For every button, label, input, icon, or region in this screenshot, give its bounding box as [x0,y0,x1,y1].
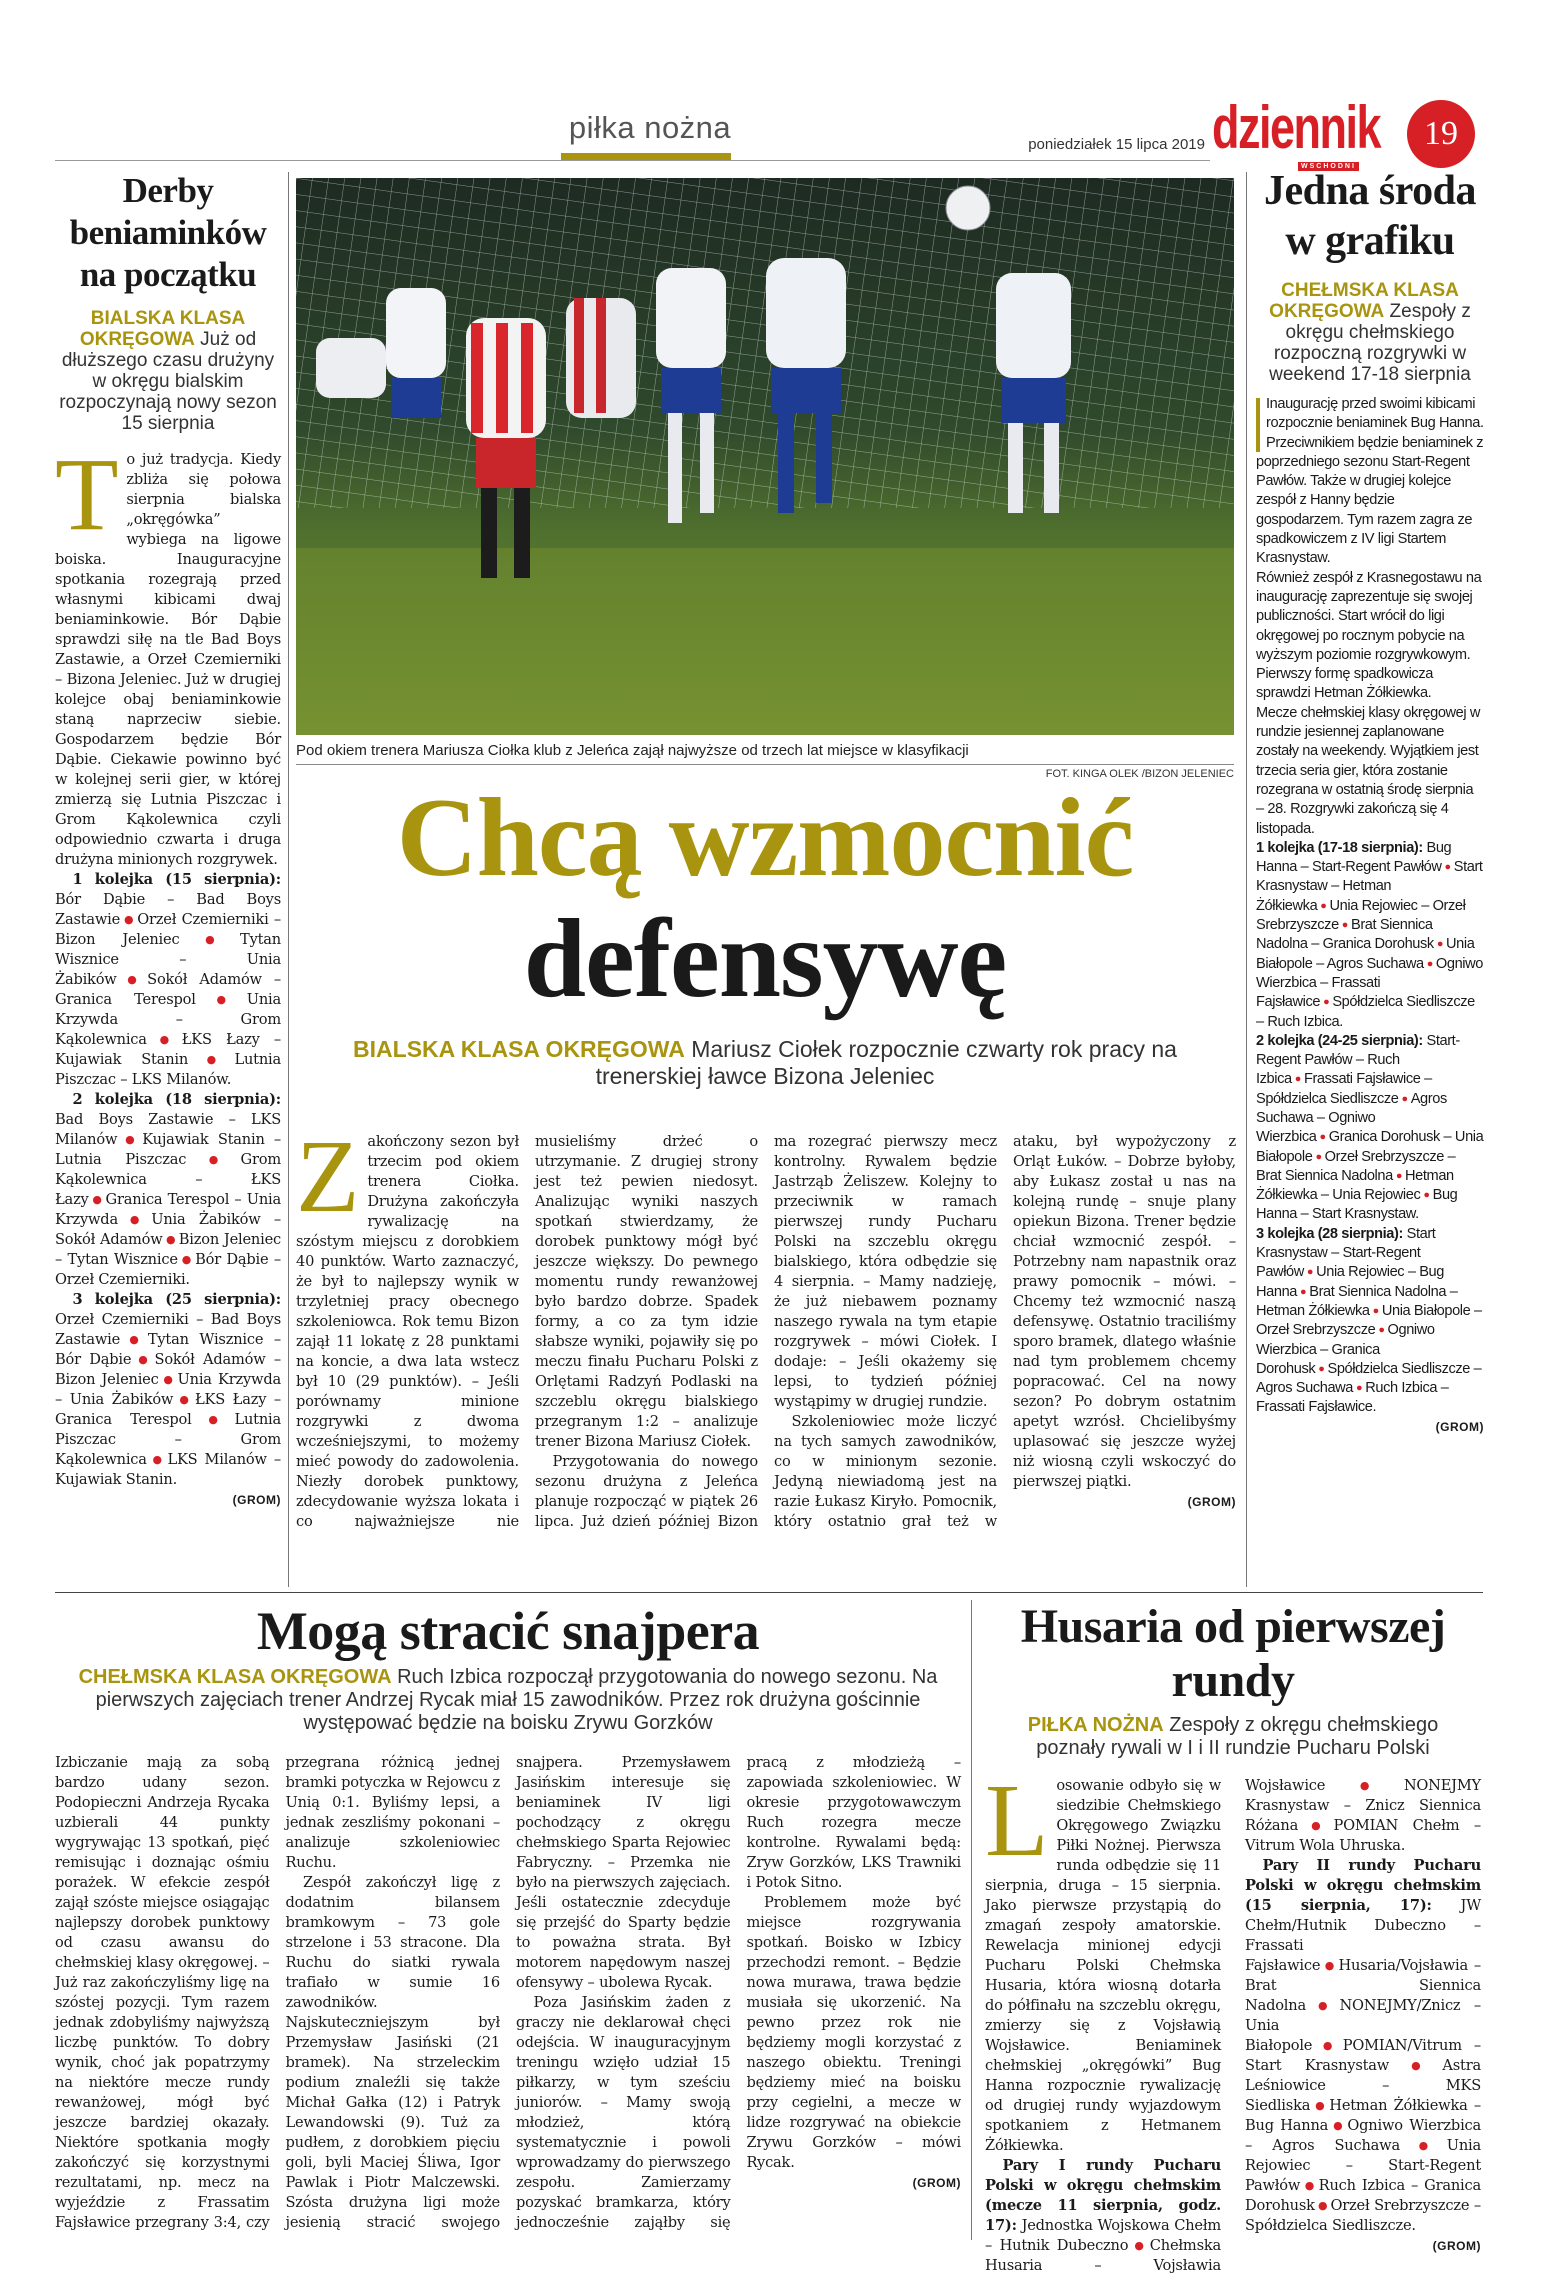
paragraph-text: Zespół zakończył ligę z dodatnim bilansem bramkowym – 73 gole strzelone i 53 stracone. Dla Ruchu do siatki rywala trafiało w sumie 16 zawodników. Najskuteczniejszym był Przemysław Jasiński (21 bramek). Na strzeleckim podium znaleźli się także Michał Gałka (12) i Patryk Lewandowski (9). Tuż za pudłem, z dorobkiem pięciu goli, byli Maciej Śliwa, Igor Pawlak i Piotr Malczewski. Szósta drużyna ligi może jesienią stracić swojego snajpera. Przemysławem Jasińskim interesuje się beniaminek IV ligi pochodzący z okręgu chełmskiego Sparta Rejowiec Fabryczny. – Przemka nie było na pierwszych zajęciach. Jeśli ostatecznie zdecyduje się przejść do Sparty będzie to poważna strata. Był motorem napędowym naszej ofensywy – ubolewa Rycak. [285,1754,731,2231]
article-kicker: BIALSKA KLASA OKRĘGOWA [79,308,246,350]
match-pair: Ogniwo Wierzbica – Granica Dorohusk [1256,1322,1435,1377]
match-pair: Spółdzielca Siedliszcze – Ruch Izbica. [1256,994,1475,1030]
bullet-dot-icon: ● [1395,1169,1403,1182]
paragraph-text: Przygotowania do nowego sezonu drużyna z Jeleńca planuje rozpocząć w piątek 26 lipca. Już dzień później Bizon ma rozegrać pierwszy mecz kontrolny. Rywalem będzie Jastrząb Żeliszew. Kolejny to przeciwnik w ramach pierwszej rundy Pucharu Polski na szczeblu okręgu bialskiego, która odbędzie się 4 sierpnia. – Mamy nadzieję, że już niebawem poznamy naszego rywala na tym etapie rozgrywek – mówi Ciołek. I dodaje: – Jeśli okażemy się lepsi, to tydzień później wystąpimy w drugiej rundzie. [535,1133,997,1530]
paragraph-text: Poza Jasińskim żaden z graczy nie deklarował chęci odejścia. W inauguracyjnym treningu wzięło udział 15 piłkarzy, w tym sześciu juniorów. – Mamy swoją młodzież, którą systematycznie i powoli wprowadzamy do pierwszego zespołu. Zamierzamy pozyskać bramkarza, który jednocześnie zająłby się pracą z młodzieżą – zapowiada szkoleniowiec. W okresie przygotowawczym Ruch rozegra mecze kontrolne. Rywalami będą: Zryw Gorzków, LKS Trawniki i Potok Sitno. [516,1754,961,2231]
bullet-dot-icon: ● [1320,899,1327,912]
bullet-dot-icon: ● [1436,938,1444,951]
bullet-dot-icon: ● [134,1353,152,1366]
match-schedule [55,870,281,1090]
issue-date: poniedziałek 15 lipca 2019 [1028,136,1205,153]
bullet-dot-icon: ● [91,1193,103,1206]
paragraph-text: Szkoleniowiec może liczyć na tych samych zawodników, co w minionym sezonie. Jedyną niewiadomą jest na razie Łukasz Kiryło. Pomocnik, który ostatnio grał też w ataku, był wypożyczony z Orląt Łuków. – Dobrze byłoby, aby Łukasz został u nas na kolejną rundę – snuje plany opiekun Bizona. Trener będzie chciał wzmocnić zespół. – Potrzebny nam napastnik oraz prawy pomocnik – mówi. – Chcemy też wzmocnić naszą defensywę. Ostatnio traciliśmy sporo bramek, dlatego właśnie nad tym problemem chcemy popracować. Cel na nowy sezon? Po dobrym ostatnim apetyt wzrósł. Chcielibyśmy uplasować się jeszcze wyżej niż wiosną czyli wskoczyć do pierwszej piątki. [774,1133,1236,1530]
match-photo [296,178,1234,735]
paragraph [1256,569,1484,704]
bullet-dot-icon: ● [1331,2119,1345,2132]
match-pair: Bug Hanna – Start Krasnystaw. [1256,1187,1458,1223]
author-signature: (GROM) [1187,1495,1236,1509]
bullet-dot-icon: ● [189,1153,238,1166]
paragraph-text: Również zespół z Krasnegostawu na inaugurację zaprezentuje się swojej publiczności. Start wrócił do ligi okręgowej po rocznym pobycie na wyższym poziomie rozgrywkowym. Pierwszy formę spadkowicza sprawdzi Hetman Żółkiewka. [1256,569,1482,702]
match-pair: JW Chełm/Hutnik Dubeczno – Frassati Fajsławice [1245,1897,1481,1974]
match-pair: Grom Kąkolewnica – ŁKS Łazy [55,1151,282,1208]
match-pair: Spółdzielca Siedliszcze – Agros Suchawa [1256,1360,1482,1397]
match-pair: Start Krasnystaw – Start-Regent Pawłów [1256,1225,1436,1281]
match-pair: Unia Krzywda – Grom Kąkolewnica [55,991,281,1048]
match-pair: Bug Hanna – Start-Regent Pawłów [1256,839,1452,876]
match-pair: NONEJMY Krasnystaw – Znicz Siennica Różana [1245,1777,1481,1834]
drop-cap: Z [296,1119,360,1234]
deck-text: Zespoły z okręgu chełmskiego rozpoczną rozgrywki w weekend 17-18 sierpnia [1269,301,1471,385]
match-pair: Unia Białopole – Orzeł Srebrzyszcze [1256,1302,1482,1339]
match-pair: Bizon Jeleniec – Tytan Wisznice [55,1231,281,1268]
article-body [55,1753,961,2233]
section-label: piłka nożna [568,110,732,145]
match-schedule [55,1290,281,1490]
article-kicker: PIŁKA NOŻNA [1027,1714,1164,1736]
match-pair: Husaria/Vojsławia – Brat Siennica Nadolna [1245,1957,1481,2014]
match-pair: Unia Rejowiec – Orzeł Srebrzyszcze [1256,897,1466,934]
match-pair: LKS Milanów – Kujawiak Stanin. [55,1451,281,1488]
match-pair: Unia Rejowiec – Start-Regent Pawłów [1245,2137,1481,2194]
match-pair: Chełmska Husaria – Vojsławia Wojsławice [985,1777,1326,2274]
bullet-dot-icon: ● [1315,1150,1322,1163]
deck-text: Już od dłuższego czasu drużyny w okręgu bialskim rozpoczynają nowy sezon 15 sierpnia [59,329,277,434]
bullet-dot-icon: ● [182,933,238,946]
column-divider-right [1246,172,1247,1587]
match-pair: Orzeł Czemierniki – Bizon Jeleniec [55,911,281,948]
article-body [985,1763,1482,2276]
match-pair: POMIAN/Vitrum – Start Krasnystaw [1245,2037,1482,2074]
bullet-dot-icon: ● [1315,2039,1340,2052]
bullet-dot-icon: ● [1303,2179,1316,2192]
bullet-dot-icon: ● [1401,1092,1408,1105]
article-kicker: CHEŁMSKA KLASA OKRĘGOWA [1269,280,1459,322]
bullet-dot-icon: ● [1444,861,1451,874]
paragraph-text: Mecze chełmskiej klasy okręgowej w rundzie jesiennej zaplanowane zostały na weekendy. Wyjątkiem jest trzecia seria gier, która zostanie rozegrana w ostatnią środę sierpnia – 28. Rozgrywki zakończą się 4 listopada. [1256,704,1481,837]
bullet-dot-icon: ● [1341,919,1349,932]
bullet-dot-icon: ● [119,973,145,986]
bullet-dot-icon: ● [149,1453,165,1466]
bullet-dot-icon: ● [1313,2099,1327,2112]
paragraph-text: naugurację przed swoimi kibicami rozpocznie beniaminek Bug Hanna. Przeciwnikiem będzie beniaminek z poprzedniego sezonu Start-Regent Pawłów. Także w drugiej kolejce zespół z Hanny będzie gospodarzem. Tym razem zagra ze spadkowiczem z IV ligi Startem Krasnystaw. [1256,396,1484,567]
paragraph-text: Problemem może być miejsce rozgrywania spotkań. Boisko w Izbicy przechodzi remont. – Będzie nowa murawa, trawa będzie musiała się ukorzenić. Na pewno przez rok nie będziemy mogli korzystać z naszego obiektu. Treningi będziemy mieć na boisku przy cegielni, a mecze w lidze rozgrywać na obiekcie Zrywu Gorzków – mówi Rycak. [746,1894,961,2171]
photo-credit: FOT. KINGA OLEK /BIZON JELENIEC [1045,768,1234,780]
bullet-dot-icon: ● [1317,2199,1328,2212]
round-label: 2 kolejka (18 sierpnia): [72,1091,281,1108]
bullet-dot-icon: ● [1306,1266,1314,1279]
article-title: Mogą stracić snajpera [256,1601,760,1661]
bullet-dot-icon: ● [123,913,135,926]
match-pair: Hetman Żółkiewka – Bug Hanna [1245,2097,1482,2134]
paragraph-text: akończony sezon był trzecim pod okiem trenera Ciołka. Drużyna zakończyła rywalizację na szóstym miejscu z dorobkiem 40 punktów. Warto zaznaczyć, że był to najlepszy wynik w trzyletniej pracy obecnego szkoleniowca. Rok temu Bizon zajął 11 lokatę z 28 punktami na koncie, a dwa lata wstecz był 10 (29 punktów). – Jeśli porównamy minione rozgrywki z dwoma wcześniejszymi, to możemy mieć powody do zadowolenia. Niezły dorobek punktowy, zdecydowanie wyższa lokata i co najważniejsze nie musieliśmy drżeć o utrzymanie. Z drugiej strony jest też pewien niedosyt. Analizując wyniki naszych spotkań stwierdzamy, że dorobek punktowy mógł być jeszcze większy. Do pewnego momentu rundy rewanżowej było bardzo dobrze. Spadek formy, a co za tym idzie słabsze wyniki, pojawiły się po meczu finału Pucharu Polski z Orlętami Radzyń Podlaski na szczeblu okręgu bialskiego przegranym 1:2 – analizuje trener Bizona Mariusz Ciołek. [296,1133,758,1530]
article-deck [985,1714,1481,1760]
logo-wordmark: dziennik [1212,94,1381,161]
article-deck [55,1666,961,1735]
paragraph [747,1893,962,2173]
article-title: Husaria od pierwszej rundy [1020,1600,1446,1707]
article-body [1256,395,1484,1437]
bullet-dot-icon: ● [1323,996,1330,1009]
match-pair: Bór Dąbie – Orzeł Czemierniki. [55,1251,281,1288]
football-match-image [296,178,1234,735]
match-pair: POMIAN Chełm – Vitrum Wola Uhruska. [1245,1817,1481,1854]
section-divider [55,1592,1483,1593]
match-pair: Lutnia Piszczac – Grom Kąkolewnica [55,1411,281,1468]
paragraph-text: o już tradycja. Kiedy zbliża się połowa sierpnia bialska „okręgówka” wybiega na ligowe boiska. Inauguracyjne spotkania rozegrają przed własnymi kibicami dwaj beniaminkowie. Bór Dąbie sprawdzi siłę na tle Bad Boys Zastawie, a Orzeł Czemierniki – Bizona Jeleniec. Już w drugiej kolejce obaj beniaminkowie staną naprzeciw siebie. Gospodarzem będzie Bór Dąbie. Ciekawie powinno być w kolejnej serii gier, w której zmierzą się Lutnia Piszczac i Grom Kąkolewnica czyli odpowiednio czwarta i druga drużyna minionych rozgrywek. [55,451,281,868]
match-pair: Brat Siennica Nadolna – Hetman Żółkiewka [1256,1283,1458,1319]
photo-caption: Pod okiem trenera Mariusza Ciołka klub z Jeleńca zajął najwyższe od trzech lat miejsce w klasyfikacji [296,742,969,759]
match-pair: Unia Żabików – Sokół Adamów [55,1211,282,1248]
bullet-dot-icon: ● [123,1333,145,1346]
round-label: Pary I rundy Pucharu Polski w okręgu chełmskim (mecze 11 sierpnia, godz. 17): [985,2157,1221,2234]
main-article-body [296,1119,1236,1532]
round-label: 3 kolejka (28 sierpnia): [1256,1225,1403,1242]
bullet-dot-icon: ● [1308,1999,1337,2012]
bullet-dot-icon: ● [149,1033,179,1046]
deck-text: Mariusz Ciołek rozpocznie czwarty rok pracy na trenerskiej ławce Bizona Jeleniec [595,1036,1177,1089]
match-schedule [1245,1856,1481,2236]
author-signature: (GROM) [232,1493,281,1507]
match-pair: Granica Terespol – Unia Krzywda [55,1191,282,1228]
match-pair: Orzeł Srebrzyszcze – Spółdzielca Siedliszcze. [1245,2197,1481,2234]
match-pair: Agros Suchawa – Ogniwo Wierzbica [1256,1090,1447,1146]
bullet-dot-icon: ● [194,1413,232,1426]
bullet-dot-icon: ● [1131,2239,1147,2252]
match-pair: Tytan Wisznice – Bór Dąbie [55,1331,281,1368]
article-body [55,437,282,1510]
author-signature: (GROM) [1435,1419,1484,1434]
bullet-dot-icon: ● [176,1393,192,1406]
match-pair: Hetman Żółkiewka – Unia Rejowiec [1256,1167,1454,1204]
bullet-dot-icon: ● [1323,1959,1336,1972]
match-pair: Ogniwo Wierzbica – Frassati Fajsławice [1256,955,1483,1011]
headline-line-1: Chcą wzmocnić [396,776,1134,900]
initial-letter: I [1266,396,1270,412]
paragraph [1256,395,1484,569]
match-schedule [1256,1032,1484,1225]
article-deck [55,308,281,434]
match-pair: Unia Białopole – Agros Suchawa [1256,936,1475,972]
bottom-right-article [985,1600,1481,2276]
deck-text: Zespoły z okręgu chełmskiego poznały rywali w I i II rundzie Pucharu Polski [1036,1714,1439,1759]
bullet-dot-icon: ● [1356,1382,1363,1395]
match-pair: Lutnia Piszczac – LKS Milanów. [55,1051,281,1088]
round-label: 1 kolejka (15 sierpnia): [72,871,281,888]
drop-cap: L [985,1763,1049,1878]
paragraph [1256,704,1484,839]
round-label: 1 kolejka (17-18 sierpnia): [1256,839,1423,856]
match-schedule [1256,1225,1484,1418]
paragraph-text: osowanie odbyło się w siedzibie Chełmskiego Okręgowego Związku Piłki Nożnej. Pierwsza runda odbędzie się 11 sierpnia, druga – 15 sierpnia. Jako pierwsze przystąpią do zmagań zespoły amatorskie. Rewelacja minionej edycji Pucharu Polski Chełmska Husaria, która wiosną dotarła do półfinału na szczeblu okręgu, zmierzy się z Vojsławią Wojsławice. Beniaminek chełmskiej „okręgówki” Bug Hanna rozpocznie rywalizację od drugiej rundy wyjazdowym spotkaniem z Hetmanem Żółkiewka. [985,1777,1221,2154]
round-label: 3 kolejka (25 sierpnia): [72,1291,281,1308]
match-pair: Sokół Adamów – Bizon Jeleniec [55,1351,282,1388]
match-pair: Bad Boys Zastawie – LKS Milanów [55,1111,281,1148]
article-title: Jedna środa w grafiku [1264,168,1476,264]
bullet-dot-icon: ● [1372,1304,1379,1317]
match-pair: Frassati Fajsławice – Spółdzielca Siedliszcze [1256,1071,1432,1107]
author-signature: (GROM) [912,2176,961,2190]
article-kicker: CHEŁMSKA KLASA OKRĘGOWA [78,1666,392,1688]
article-kicker: BIALSKA KLASA OKRĘGOWA [353,1036,685,1062]
match-pair: Tytan Wisznice – Unia Żabików [55,931,281,988]
column-divider-left [288,172,289,1587]
match-pair: Orzeł Czemierniki – Bad Boys Zastawie [55,1311,281,1348]
match-pair: Ruch Izbica – Frassati Fajsławice. [1256,1380,1449,1416]
bullet-dot-icon: ● [1319,1131,1326,1144]
bullet-dot-icon: ● [198,993,244,1006]
bullet-dot-icon: ● [1426,957,1433,970]
match-pair: Unia Krzywda – Unia Żabików [55,1371,281,1408]
paragraph-text: Izbiczanie mają za sobą bardzo udany sezon. Podopieczni Andrzeja Rycaka uzbierali 44 punkty wygrywając 13 spotkań, pięć remisując i doznając ośmiu porażek. W efekcie zespół zajął szóste miejsce osiągając najlepszy dorobek punktowy od czasu awansu do chełmskiej klasy okręgowej. – Już raz zakończyliśmy ligę na szóstej pozycji. Tym razem jednak zdobyliśmy najwyższą liczbę punktów. To dobry wynik, choć jak popatrzymy na niektóre mecze rundy rewanżowej, mógł być jeszcze bardziej okazały. Niektóre spotkania mogły zakończyć się korzystnymi rezultatami, np. mecz na wyjeździe z Frassatim Fajsławice przegrany 3:4, czy przegrana różnicą jednej bramki potyczka w Rejowcu z Unią 0:1. Byliśmy lepsi, a jednak zeszliśmy pokonani – analizuje szkoleniowiec Ruchu. [55,1754,500,2231]
match-pair: ŁKS Łazy – Kujawiak Stanin [55,1031,282,1068]
round-label: Pary II rundy Pucharu Polski w okręgu chełmskim (15 sierpnia, 17): [1245,1857,1481,1914]
match-pair: Ogniwo Wierzbica – Agros Suchawa [1245,2117,1482,2154]
bullet-dot-icon: ● [1300,1285,1307,1298]
match-pair: Jednostka Wojskowa Chełm – Hutnik Dubeczno [985,2217,1221,2254]
round-label: 2 kolejka (24-25 sierpnia): [1256,1032,1423,1049]
bullet-dot-icon: ● [120,1133,140,1146]
match-pair: Start-Regent Pawłów – Ruch Izbica [1256,1032,1460,1088]
drop-cap: T [55,437,119,552]
bullet-dot-icon: ● [180,1253,193,1266]
match-pair: Granica Dorohusk – Unia Białopole [1256,1129,1484,1165]
bottom-left-article [55,1600,961,2233]
match-pair: Kujawiak Stanin – Lutnia Piszczac [55,1131,281,1168]
bullet-dot-icon: ● [1294,1073,1301,1086]
bullet-dot-icon: ● [120,1213,149,1226]
match-pair: Astra Leśniowice – MKS Siedliska [1245,2057,1481,2114]
match-pair: Sokół Adamów – Granica Terespol [55,971,282,1008]
match-pair: ŁKS Łazy – Granica Terespol [55,1391,282,1428]
caption-rule [296,764,1234,765]
bullet-dot-icon: ● [1301,1819,1331,1832]
bullet-dot-icon: ● [1318,1362,1325,1375]
match-pair: Orzeł Srebrzyszcze – Brat Siennica Nadolna [1256,1148,1456,1184]
author-signature: (GROM) [1432,2239,1481,2253]
bullet-dot-icon: ● [1378,1324,1385,1337]
right-article [1256,166,1484,1437]
bottom-column-divider [971,1600,972,2240]
match-schedule [1256,839,1484,1032]
bullet-dot-icon: ● [191,1053,232,1066]
left-article [55,170,281,1510]
headline-line-2: defensywę [523,897,1007,1021]
bullet-dot-icon: ● [1402,2139,1444,2152]
bullet-dot-icon: ● [161,1373,175,1386]
initial-bar-marker [1256,398,1260,452]
match-pair: Brat Siennica Nadolna – Granica Dorohusk [1256,917,1434,953]
page-number: 19 [1424,115,1458,152]
match-pair: Ruch Izbica – Granica Dorohusk [1245,2177,1481,2214]
header-rule [55,160,1210,161]
deck-text: Ruch Izbica rozpoczął przygotowania do nowego sezonu. Na pierwszych zajęciach trener Andrzej Rycak miał 15 zawodników. Przez rok drużyna gościnnie występować będzie na boisku Zrywu Gorzków [95,1666,938,1734]
article-title: Derby beniaminków na początku [69,171,267,294]
page-number-badge [1407,100,1475,168]
paragraph [55,437,281,870]
logo-subtitle: WSCHODNI [1298,162,1359,171]
match-pair: Unia Rejowiec – Bug Hanna [1256,1264,1444,1300]
main-article-deck [310,1036,1220,1090]
bullet-dot-icon: ● [1392,2059,1440,2072]
match-pair: Start Krasnystaw – Hetman Żółkiewka [1256,859,1483,914]
article-deck [1256,280,1484,385]
match-pair: NONEJMY/Znicz – Unia Białopole [1245,1997,1482,2054]
bullet-dot-icon: ● [1423,1189,1430,1202]
match-schedule [55,1090,281,1290]
match-pair: Bór Dąbie – Bad Boys Zastawie [55,891,281,928]
bullet-dot-icon: ● [1328,1779,1401,1792]
bullet-dot-icon: ● [165,1233,176,1246]
paragraph [985,1763,1221,2156]
